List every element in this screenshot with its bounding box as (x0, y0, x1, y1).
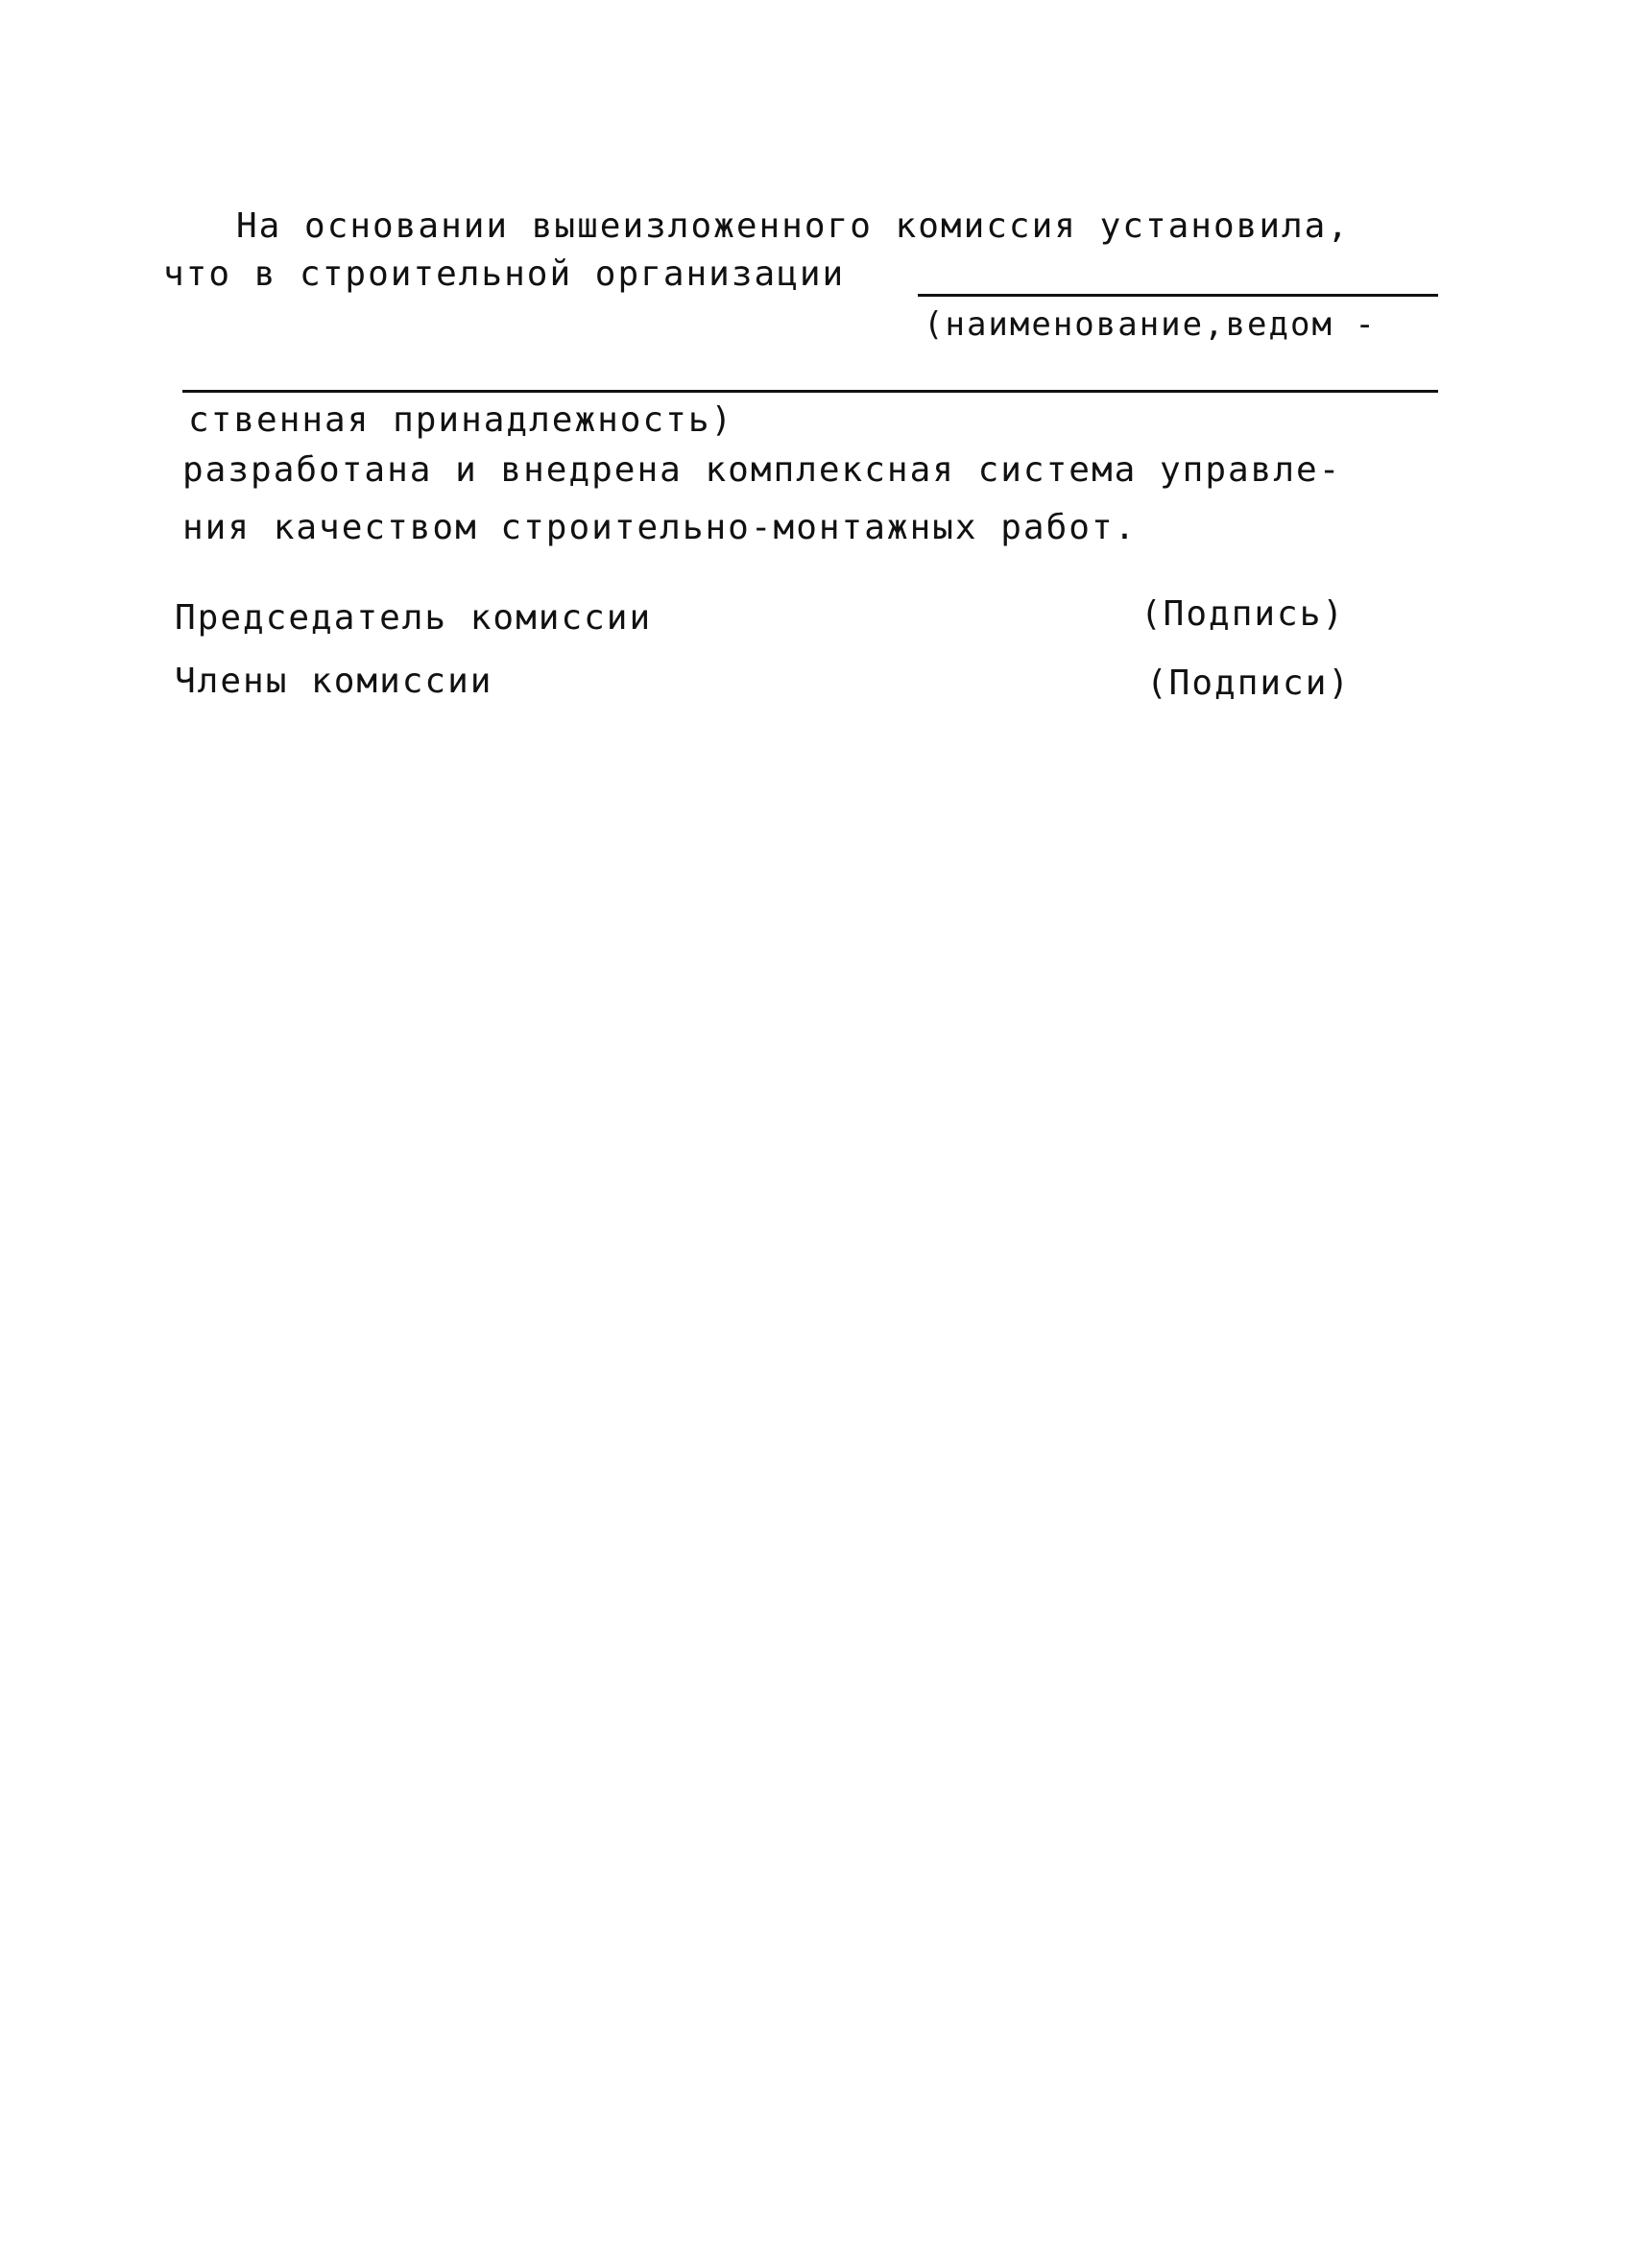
chairman-label: Председатель комиссии (175, 598, 653, 638)
organization-caption-2: ственная принадлежность) (188, 400, 734, 440)
organization-fill-line-1 (918, 294, 1438, 297)
paragraph-line-4: ния качеством строительно-монтажных работ. (182, 508, 1138, 547)
paragraph-line-2: что в строительной организации (163, 254, 846, 294)
members-signature: (Подписи) (1146, 664, 1352, 703)
organization-caption-1: (наименование,ведом - (924, 305, 1377, 344)
organization-fill-line-2 (182, 390, 1438, 393)
members-label: Члены комиссии (175, 662, 493, 701)
paragraph-line-3: разработана и внедрена комплексная система управле- (182, 450, 1342, 490)
chairman-signature: (Подпись) (1141, 594, 1346, 634)
paragraph-line-1: На основании вышеизложенного комиссия установила, (236, 206, 1351, 246)
